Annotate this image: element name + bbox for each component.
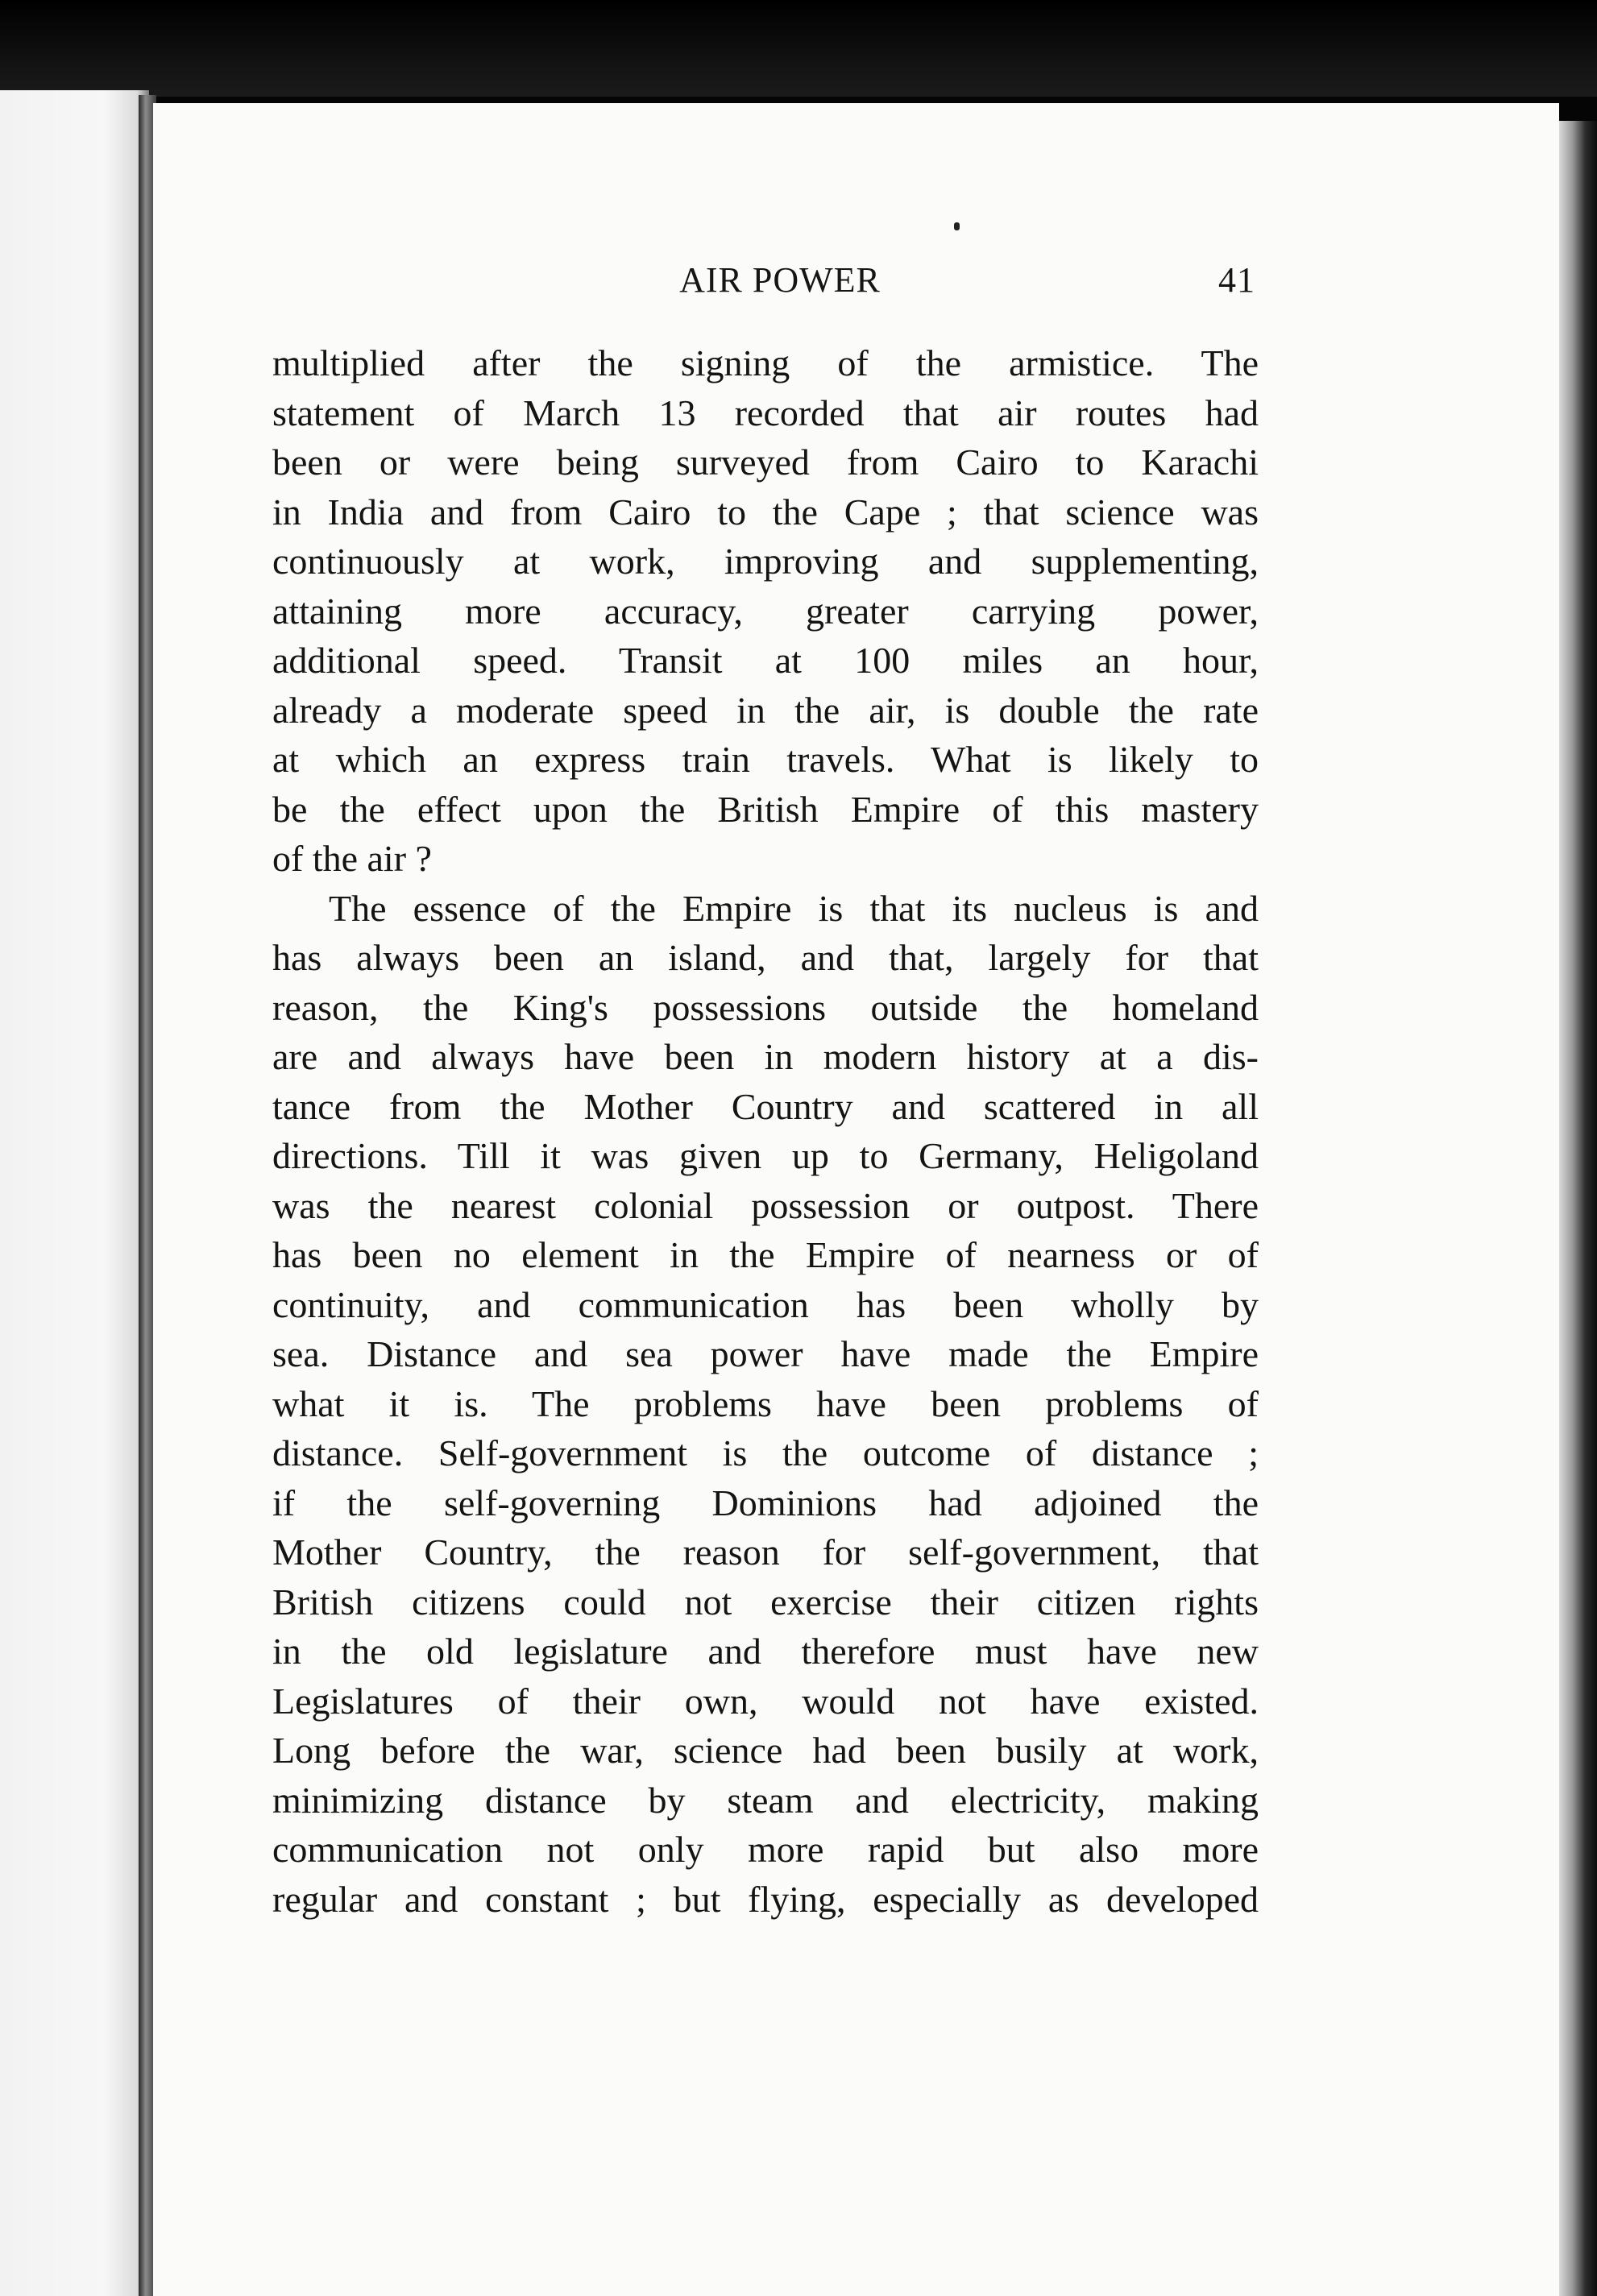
text-line: in the old legislature and therefore must have new <box>272 1631 1259 1672</box>
text-line: minimizing distance by steam and electricity, making <box>272 1779 1259 1821</box>
text-line: are and always have been in modern history at a dis- <box>272 1036 1259 1077</box>
text-line: attaining more accuracy, greater carrying power, <box>272 590 1259 632</box>
text-line: additional speed. Transit at 100 miles an hour, <box>272 640 1259 681</box>
text-line: reason, the King's possessions outside the homeland <box>272 986 1259 1028</box>
running-title: AIR POWER <box>679 260 881 300</box>
text-line: continuity, and communication has been wholly by <box>272 1283 1259 1325</box>
text-line: statement of March 13 recorded that air routes had <box>272 392 1259 433</box>
text-line: sea. Distance and sea power have made the Empire <box>272 1333 1259 1374</box>
text-line: continuously at work, improving and supplementing, <box>272 541 1259 582</box>
body-text <box>272 338 1259 2256</box>
text-line: directions. Till it was given up to Germany, Heligoland <box>272 1135 1259 1176</box>
text-line: British citizens could not exercise their citizen rights <box>272 1581 1259 1623</box>
text-line: what it is. The problems have been problems of <box>272 1382 1259 1424</box>
text-line: if the self-governing Dominions had adjoined the <box>272 1482 1259 1523</box>
text-line: Mother Country, the reason for self-government, that <box>272 1531 1259 1573</box>
text-line: Legislatures of their own, would not have existed. <box>272 1680 1259 1722</box>
text-line: Long before the war, science had been busily at work, <box>272 1730 1259 1771</box>
facing-page-edge <box>0 90 149 2296</box>
scan-top-border <box>0 0 1597 97</box>
page-fore-edge <box>1559 121 1597 2296</box>
page-number: 41 <box>1218 260 1255 300</box>
text-line: has been no element in the Empire of nearness or of <box>272 1234 1259 1275</box>
text-line: of the air ? <box>272 838 432 879</box>
text-line: at which an express train travels. What is likely to <box>272 739 1259 780</box>
paragraph-continuation <box>272 338 1259 884</box>
text-line: multiplied after the signing of the armistice. The <box>272 342 1259 383</box>
text-line: has always been an island, and that, largely for that <box>272 937 1259 978</box>
text-line: been or were being surveyed from Cairo to Karachi <box>272 441 1259 483</box>
running-head <box>274 259 1255 308</box>
text-line: be the effect upon the British Empire of this mastery <box>272 788 1259 830</box>
text-line: was the nearest colonial possession or outpost. There <box>272 1184 1259 1226</box>
text-line: in India and from Cairo to the Cape ; that science was <box>272 491 1259 533</box>
text-line: distance. Self-government is the outcome of distance ; <box>272 1432 1259 1473</box>
text-line: regular and constant ; but flying, especially as developed <box>272 1878 1259 1920</box>
ink-speck <box>954 222 960 230</box>
text-line: tance from the Mother Country and scattered in all <box>272 1085 1259 1127</box>
text-line: communication not only more rapid but also more <box>272 1829 1259 1870</box>
text-line: already a moderate speed in the air, is double the rate <box>272 689 1259 731</box>
paragraph-empire <box>272 884 1259 1925</box>
text-line: The essence of the Empire is that its nucleus is and <box>329 887 1259 929</box>
